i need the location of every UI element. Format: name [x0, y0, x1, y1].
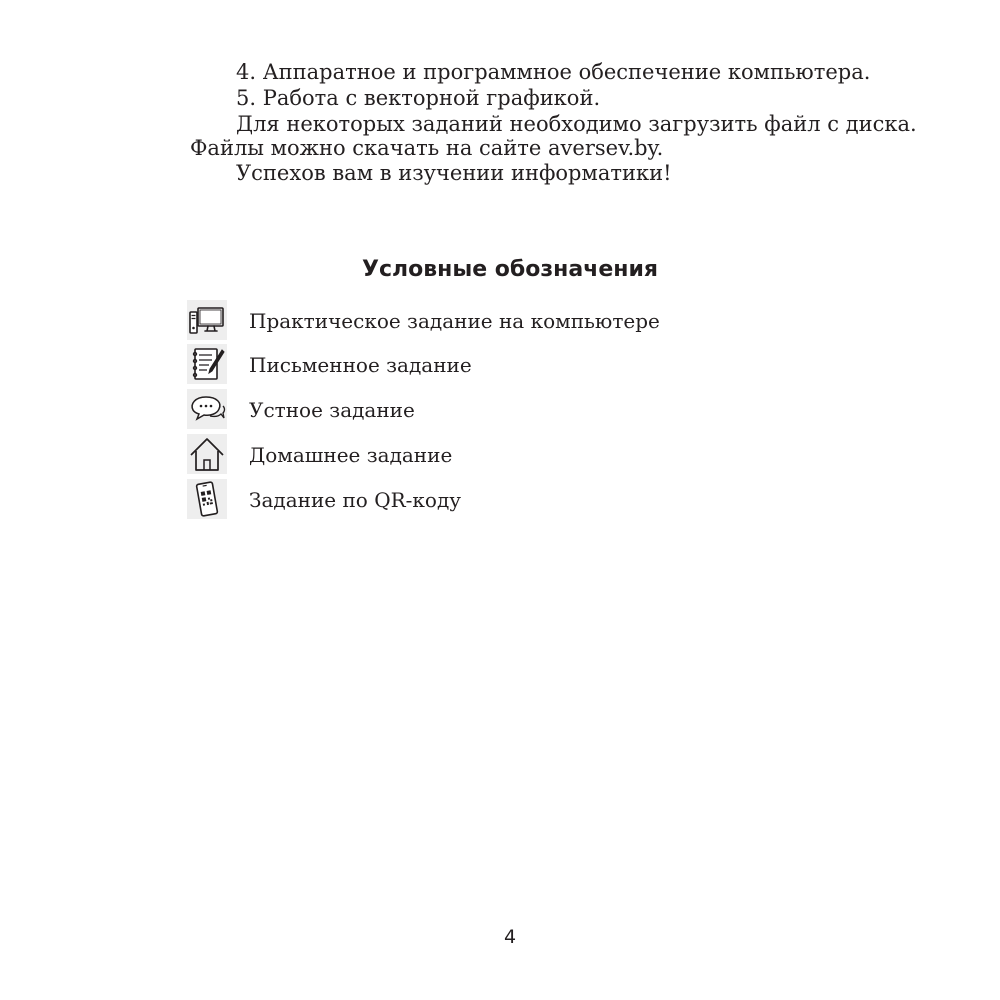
legend-label-written: Письменное задание: [249, 353, 472, 377]
smartphone-qr-icon: [187, 479, 227, 519]
notebook-pen-icon: [187, 344, 227, 384]
legend-item-computer: [187, 300, 787, 340]
intro-line-topic-4: 4. Аппаратное и программное обеспечение компьютера.: [236, 60, 871, 84]
computer-icon: [187, 300, 227, 340]
speech-bubbles-icon: [187, 389, 227, 429]
intro-line-download-note: Для некоторых заданий необходимо загрузить файл с диска.: [236, 112, 917, 136]
legend-item-home: [187, 434, 787, 474]
legend-label-computer: Практическое задание на компьютере: [249, 309, 660, 333]
intro-line-wishes: Успехов вам в изучении информатики!: [236, 161, 672, 185]
legend-title: Условные обозначения: [361, 257, 658, 282]
legend-item-written: [187, 344, 787, 384]
intro-line-topic-5: 5. Работа с векторной графикой.: [236, 86, 601, 110]
legend-label-home: Домашнее задание: [249, 443, 453, 467]
intro-line-website: Файлы можно скачать на сайте aversev.by.: [190, 136, 664, 160]
legend-item-qr: [187, 479, 787, 519]
page-number: 4: [503, 926, 517, 948]
legend-item-oral: [187, 389, 787, 429]
legend-label-qr: Задание по QR-коду: [249, 488, 462, 512]
house-icon: [187, 434, 227, 474]
legend-label-oral: Устное задание: [249, 398, 415, 422]
